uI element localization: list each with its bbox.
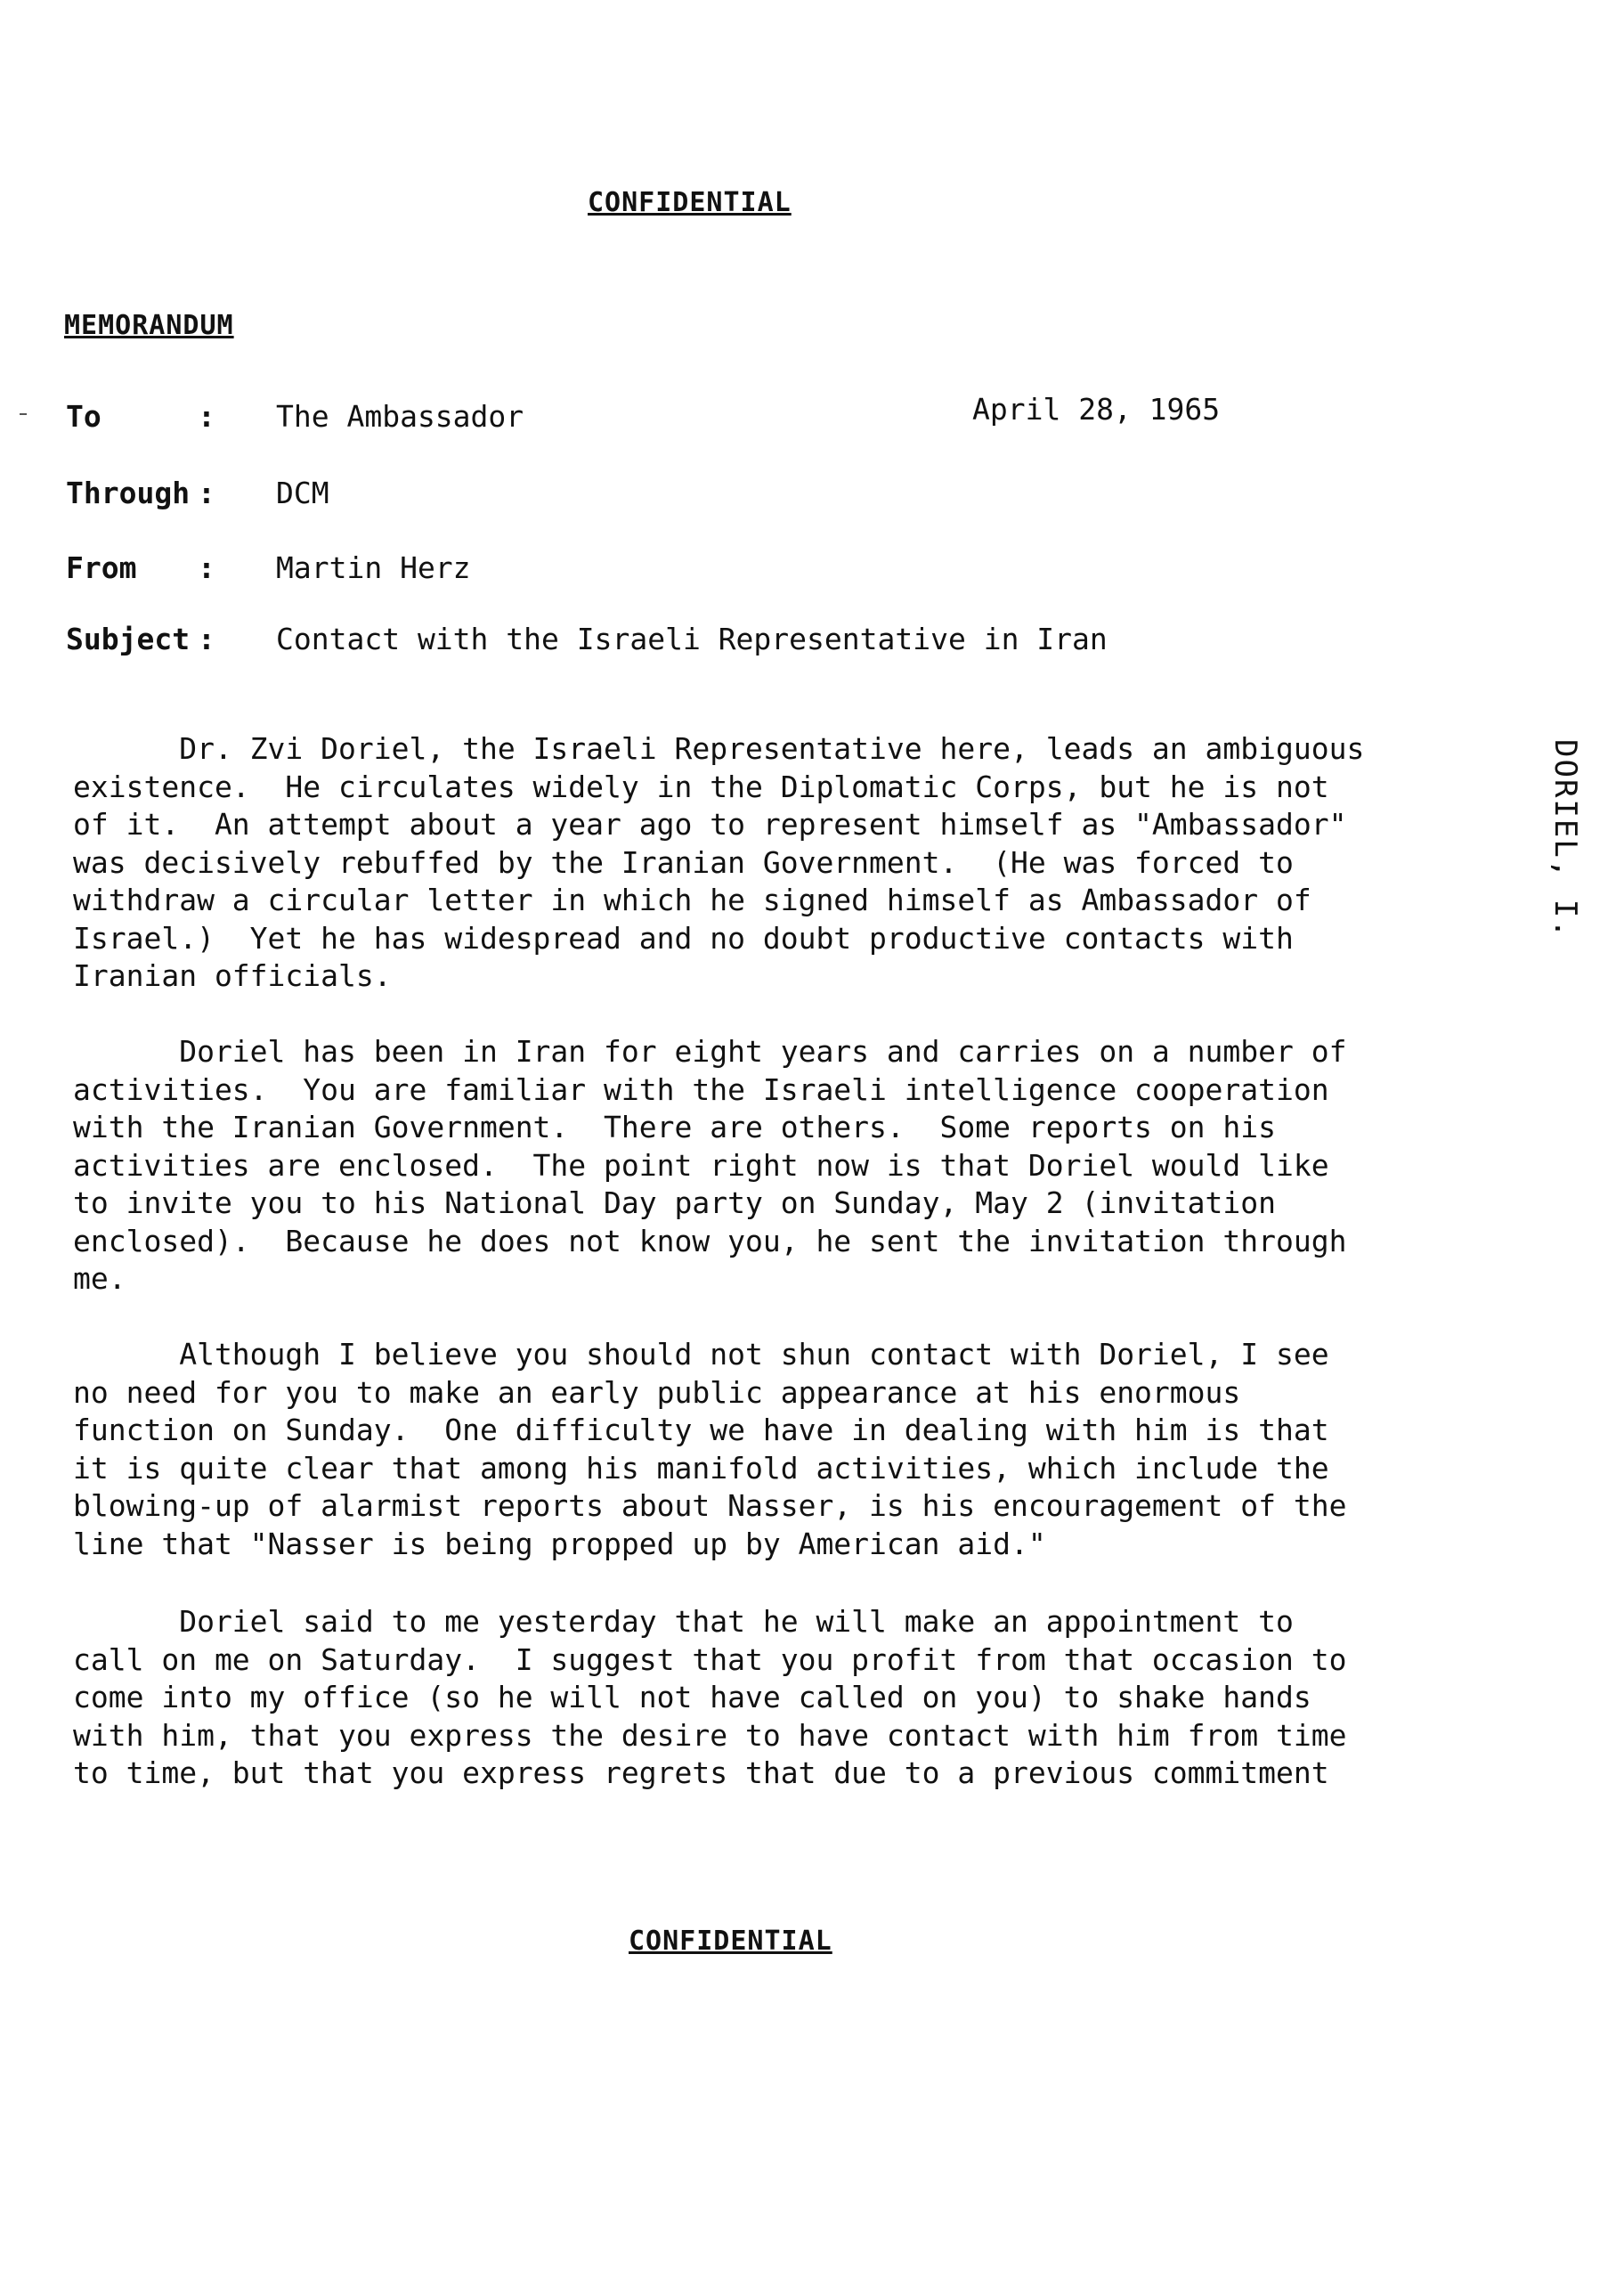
body-paragraph: Doriel has been in Iran for eight years and carries on a number of activities. You are familiar with the Israeli intelligence cooperation with the Iranian Government. There are others. Some reports on his activities are enclosed. The point right now is that Doriel would like to invite you to his National Day party on Sunday, May 2 (invitation enclosed). Because he does not know you, he sent the invitation through me. <box>73 1034 1347 1296</box>
from-value: Martin Herz <box>276 550 471 585</box>
classification-footer: CONFIDENTIAL <box>629 1926 832 1957</box>
through-value: DCM <box>276 476 329 510</box>
to-value: The Ambassador <box>276 399 524 434</box>
body-paragraph: Although I believe you should not shun contact with Doriel, I see no need for you to make an early public appearance at his enormous function on Sunday. One difficulty we have in dealing with him is that it is quite clear that among his manifold activities, which include the blowing-up of alarmist reports about Nasser, is his encouragement of the line that "Nasser is being propped up by American aid." <box>73 1337 1347 1561</box>
header-row-from <box>66 550 1401 590</box>
through-colon: : <box>198 476 215 510</box>
memo-date: April 28, 1965 <box>972 392 1221 427</box>
header-row-subject <box>66 622 1401 661</box>
header-row-to <box>66 399 1401 438</box>
from-colon: : <box>198 550 215 585</box>
body-paragraph: Doriel said to me yesterday that he will make an appointment to call on me on Saturday. I suggest that you profit from that occasion to come into my office (so he will not have called on you) to shake hands with him, that you express the desire to have contact with him from time to time, but that you express regrets that due to a previous commitment <box>73 1604 1347 1790</box>
classification-header: CONFIDENTIAL <box>588 187 792 218</box>
header-row-through <box>66 476 1401 515</box>
subject-colon: : <box>198 622 215 656</box>
to-label: To <box>66 399 102 434</box>
memo-heading: MEMORANDUM <box>64 310 234 341</box>
subject-value: Contact with the Israeli Representative in Iran <box>276 622 1108 656</box>
through-label: Through <box>66 476 191 510</box>
margin-mark <box>20 413 27 415</box>
to-colon: : <box>198 399 215 434</box>
subject-label: Subject <box>66 622 191 656</box>
body-paragraph: Dr. Zvi Doriel, the Israeli Representative here, leads an ambiguous existence. He circulates widely in the Diplomatic Corps, but he is not of it. An attempt about a year ago to represent himself as "Ambassador" was decisively rebuffed by the Iranian Government. (He was forced to withdraw a circular letter in which he signed himself as Ambassador of Israel.) Yet he has widespread and no doubt productive contacts with Iranian officials. <box>73 731 1365 993</box>
from-label: From <box>66 550 137 585</box>
margin-file-annotation: DORIEL, I. <box>1547 739 1583 940</box>
